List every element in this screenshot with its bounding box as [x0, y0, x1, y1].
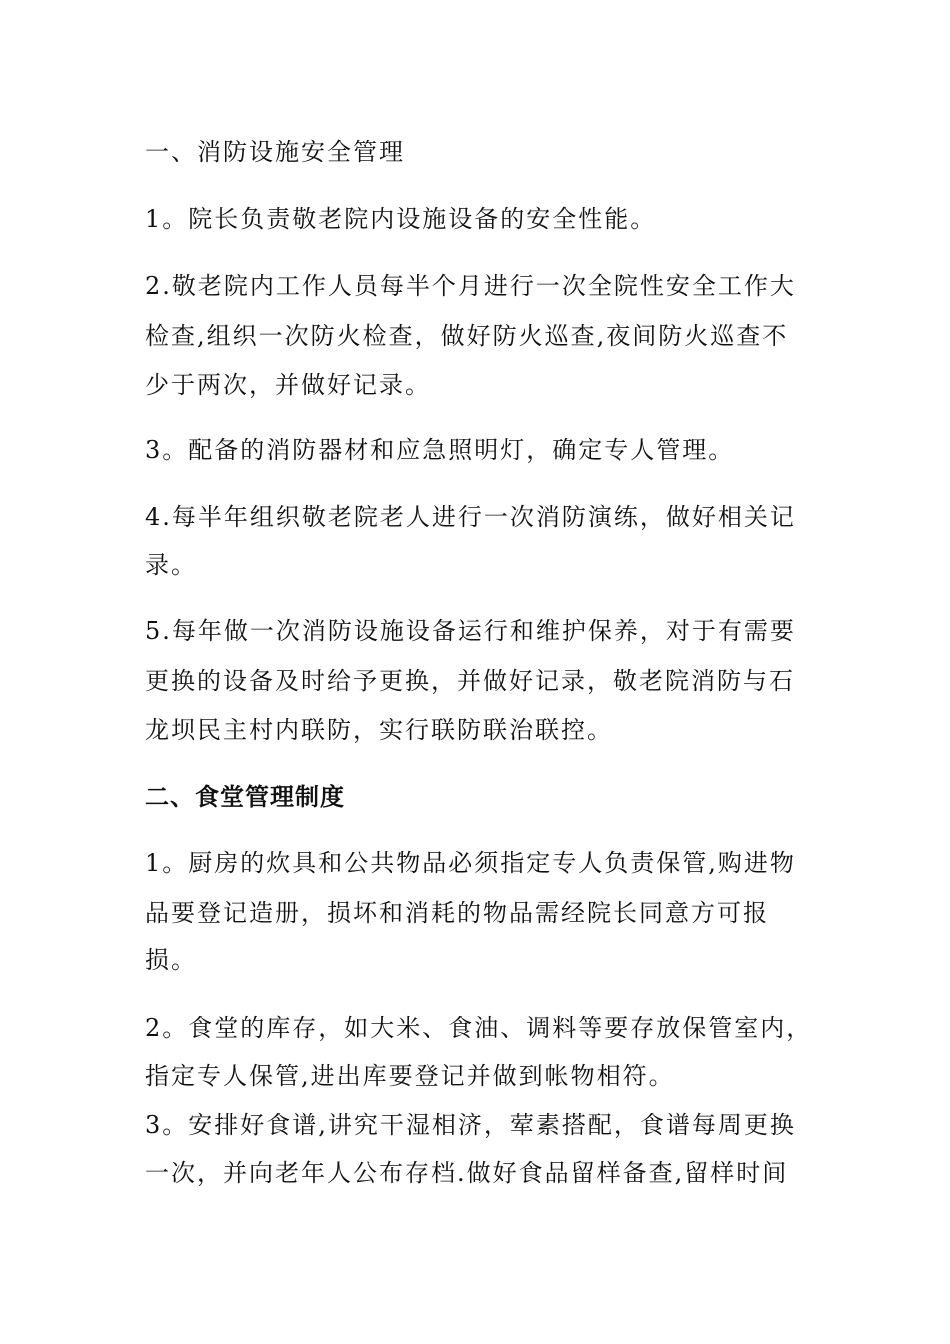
- paragraph-line: 2.敬老院内工作人员每半个月进行一次全院性安全工作大: [145, 272, 796, 300]
- paragraph-line: 录。: [145, 551, 197, 579]
- paragraph-line: 龙坝民主村内联防，实行联防联治联控。: [145, 716, 613, 744]
- paragraph-line: 少于两次，并做好记录。: [145, 371, 431, 399]
- paragraph-line: 品要登记造册，损坏和消耗的物品需经院长同意方可报: [145, 899, 769, 927]
- paragraph-line: 一次，并向老年人公布存档.做好食品留样备查,留样时间: [145, 1159, 789, 1187]
- section-title-canteen: 二、食堂管理制度: [145, 783, 345, 811]
- paragraph-line: 更换的设备及时给予更换，并做好记录，敬老院消防与石: [145, 667, 795, 695]
- paragraph-line: 4.每半年组织敬老院老人进行一次消防演练，做好相关记: [145, 503, 796, 531]
- section-title-fire-safety: 一、消防设施安全管理: [145, 138, 405, 166]
- paragraph-line: 2。食堂的库存，如大米、食油、调料等要存放保管室内，: [145, 1014, 813, 1042]
- paragraph-line: 1。厨房的炊具和公共物品必须指定专人负责保管,购进物: [145, 849, 796, 877]
- paragraph-line: 指定专人保管,进出库要登记并做到帐物相符。: [145, 1062, 675, 1090]
- paragraph-line: 损。: [145, 946, 197, 974]
- paragraph-line: 1。院长负责敬老院内设施设备的安全性能。: [145, 205, 657, 233]
- paragraph-line: 5.每年做一次消防设施设备运行和维护保养，对于有需要: [145, 617, 796, 645]
- paragraph-line: 3。配备的消防器材和应急照明灯，确定专人管理。: [145, 436, 735, 464]
- paragraph-line: 3。安排好食谱,讲究干湿相济，荤素搭配，食谱每周更换: [145, 1111, 796, 1139]
- paragraph-line: 检查,组织一次防火检查，做好防火巡查,夜间防火巡查不: [145, 322, 789, 350]
